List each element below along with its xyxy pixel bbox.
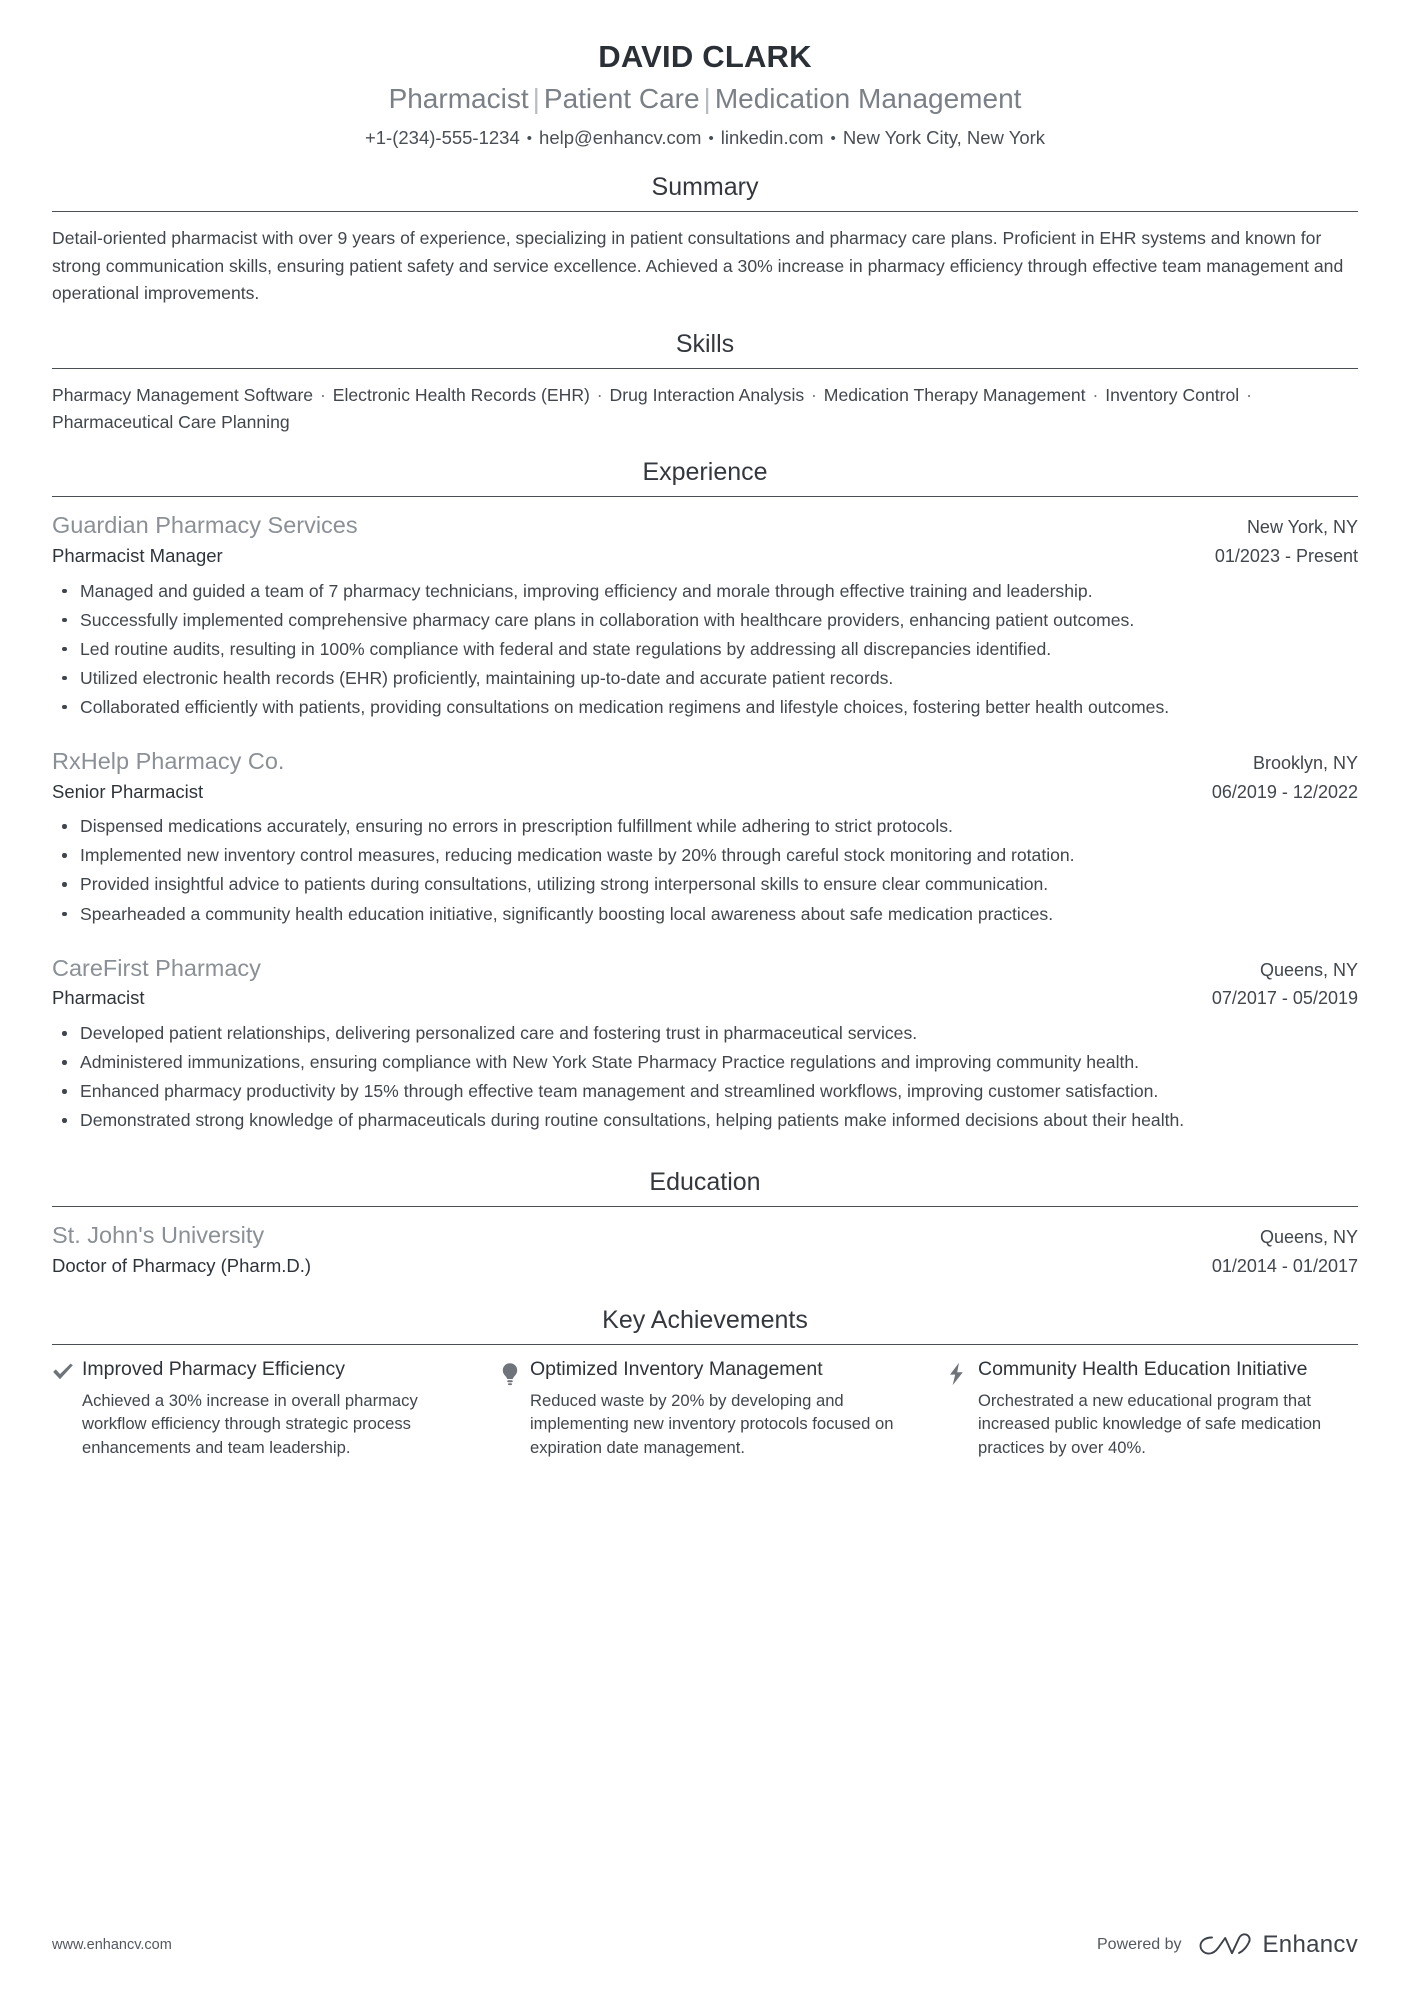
experience-entry	[52, 510, 1358, 720]
experience-entry-subheader	[52, 543, 1358, 569]
achievement-item	[52, 1358, 500, 1459]
skill-item: Pharmacy Management Software	[52, 385, 314, 406]
candidate-name: DAVID CLARK	[598, 39, 812, 74]
page-footer	[52, 1931, 1358, 1959]
headline-separator-icon: |	[703, 83, 711, 115]
experience-bullet: Administered immunizations, ensuring compliance with New York State Pharmacy Practice regulations and improving community health.	[78, 1049, 1358, 1075]
section-skills	[52, 329, 1358, 435]
section-divider	[52, 496, 1358, 497]
contact-phone: +1-(234)-555-1234	[364, 126, 520, 148]
section-title-skills: Skills	[675, 330, 735, 359]
section-title-summary: Summary	[651, 173, 759, 202]
check-icon	[52, 1358, 82, 1382]
experience-entry	[52, 953, 1358, 1134]
experience-dates: 07/2017 - 05/2019	[1211, 988, 1358, 1009]
achievement-body	[82, 1358, 462, 1459]
experience-organization: Guardian Pharmacy Services	[52, 512, 358, 539]
skill-item: Pharmaceutical Care Planning	[52, 411, 290, 432]
footer-branding	[1097, 1931, 1358, 1959]
footer-website-url[interactable]: www.enhancv.com	[52, 1937, 172, 1953]
achievement-description: Orchestrated a new educational program that increased public knowledge of safe medication practices by over 40%.	[978, 1390, 1322, 1457]
experience-entry-subheader	[52, 985, 1358, 1011]
contact-line	[52, 125, 1358, 151]
footer-brand-name: Enhancv	[1262, 1931, 1358, 1958]
skill-item: Medication Therapy Management	[823, 385, 1086, 406]
headline-part-3: Medication Management	[714, 83, 1022, 115]
skills-list	[52, 382, 1358, 435]
experience-location: New York, NY	[1246, 517, 1358, 538]
lightning-bolt-icon	[948, 1358, 978, 1386]
experience-bullet: Provided insightful advice to patients during consultations, utilizing strong interpersonal skills to ensure clear communication.	[78, 871, 1358, 897]
experience-bullet-list	[52, 813, 1358, 926]
contact-linkedin[interactable]: linkedin.com	[720, 126, 824, 148]
enhancv-mark-icon	[1198, 1931, 1252, 1959]
section-title-education: Education	[649, 1168, 761, 1197]
achievement-item	[500, 1358, 948, 1459]
experience-bullet-list	[52, 1020, 1358, 1133]
experience-entry-header	[52, 510, 1358, 542]
experience-bullet: Utilized electronic health records (EHR) proficiently, maintaining up-to-date and accurate patient records.	[78, 665, 1358, 691]
experience-location: Brooklyn, NY	[1252, 752, 1358, 773]
achievement-item	[948, 1358, 1358, 1459]
experience-job-title: Senior Pharmacist	[52, 780, 204, 802]
education-location: Queens, NY	[1259, 1227, 1358, 1248]
experience-bullet: Developed patient relationships, delivering personalized care and fostering trust in pharmaceutical services.	[78, 1020, 1358, 1046]
education-institution: St. John's University	[52, 1222, 265, 1249]
section-summary	[52, 172, 1358, 307]
section-experience	[52, 457, 1358, 1133]
enhancv-logo	[1198, 1931, 1359, 1959]
achievements-grid	[52, 1358, 1358, 1459]
contact-separator-icon: •	[830, 130, 836, 148]
section-title-achievements: Key Achievements	[602, 1305, 808, 1334]
achievement-description: Reduced waste by 20% by developing and implementing new inventory protocols focused on expiration date management.	[530, 1390, 894, 1457]
skill-item: Drug Interaction Analysis	[609, 385, 805, 406]
education-dates: 01/2014 - 01/2017	[1211, 1256, 1358, 1276]
education-entry-header	[52, 1220, 1358, 1252]
section-achievements	[52, 1305, 1358, 1459]
footer-powered-by-label: Powered by	[1097, 1936, 1182, 1953]
education-entry-subheader	[52, 1253, 1358, 1279]
experience-entry-header	[52, 746, 1358, 778]
experience-dates: 06/2019 - 12/2022	[1211, 781, 1358, 802]
skill-item: Electronic Health Records (EHR)	[332, 385, 590, 406]
achievement-title: Community Health Education Initiative	[978, 1357, 1308, 1380]
experience-organization: CareFirst Pharmacy	[52, 954, 261, 981]
summary-text: Detail-oriented pharmacist with over 9 years of experience, specializing in patient consultations and pharmacy care plans. Proficient in EHR systems and known for strong communication skills, ensuring patient safety and service excellence. Achieved a 30% increase in pharmacy efficiency through effective team management and operational improvements.	[52, 228, 1344, 303]
contact-location: New York City, New York	[842, 126, 1046, 148]
experience-bullet: Enhanced pharmacy productivity by 15% through effective team management and streamlined workflows, improving customer satisfaction.	[78, 1078, 1358, 1104]
experience-dates: 01/2023 - Present	[1214, 545, 1358, 566]
resume-header	[52, 30, 1358, 150]
achievement-title: Improved Pharmacy Efficiency	[82, 1357, 345, 1380]
section-divider	[52, 1344, 1358, 1345]
experience-bullet: Successfully implemented comprehensive pharmacy care plans in collaboration with healthcare providers, enhancing patient outcomes.	[78, 607, 1358, 633]
headline-separator-icon: |	[532, 83, 540, 115]
achievement-title: Optimized Inventory Management	[530, 1357, 823, 1380]
section-education	[52, 1167, 1358, 1279]
experience-entry-list	[52, 510, 1358, 1133]
headline-part-1: Pharmacist	[388, 83, 529, 115]
experience-entry-header	[52, 953, 1358, 985]
headline-part-2: Patient Care	[543, 83, 700, 115]
experience-bullet-list	[52, 578, 1358, 720]
contact-separator-icon: •	[526, 130, 533, 148]
experience-bullet: Demonstrated strong knowledge of pharmaceuticals during routine consultations, helping patients make informed decisions about their health.	[78, 1107, 1358, 1133]
experience-entry-subheader	[52, 779, 1358, 805]
skill-item: Inventory Control	[1105, 385, 1240, 406]
section-divider	[52, 1206, 1358, 1207]
section-divider	[52, 368, 1358, 369]
section-divider	[52, 211, 1358, 212]
experience-job-title: Pharmacist Manager	[52, 544, 223, 566]
experience-location: Queens, NY	[1259, 959, 1358, 980]
experience-bullet: Collaborated efficiently with patients, providing consultations on medication regimens and lifestyle choices, fostering better health outcomes.	[78, 694, 1358, 720]
education-degree: Doctor of Pharmacy (Pharm.D.)	[52, 1255, 312, 1276]
achievement-body	[530, 1358, 910, 1459]
education-entry	[52, 1220, 1358, 1279]
skill-separator-icon: ·	[591, 385, 608, 406]
experience-entry	[52, 746, 1358, 927]
lightbulb-icon	[500, 1358, 530, 1386]
experience-bullet: Spearheaded a community health education initiative, significantly boosting local awareness about safe medication practices.	[78, 901, 1358, 927]
skill-separator-icon: ·	[1241, 385, 1252, 406]
achievement-body	[978, 1358, 1358, 1459]
experience-job-title: Pharmacist	[52, 987, 145, 1009]
candidate-headline	[52, 81, 1358, 117]
section-title-experience: Experience	[642, 458, 768, 487]
skill-separator-icon: ·	[315, 385, 331, 406]
experience-bullet: Implemented new inventory control measures, reducing medication waste by 20% through careful stock monitoring and rotation.	[78, 842, 1358, 868]
experience-bullet: Managed and guided a team of 7 pharmacy technicians, improving efficiency and morale through effective training and leadership.	[78, 578, 1358, 604]
experience-bullet: Dispensed medications accurately, ensuring no errors in prescription fulfillment while adhering to strict protocols.	[78, 813, 1358, 839]
education-entry-list	[52, 1220, 1358, 1279]
contact-separator-icon: •	[708, 130, 714, 148]
experience-bullet: Led routine audits, resulting in 100% compliance with federal and state regulations by addressing all discrepancies identified.	[78, 636, 1358, 662]
experience-organization: RxHelp Pharmacy Co.	[52, 747, 285, 774]
achievement-description: Achieved a 30% increase in overall pharmacy workflow efficiency through strategic process enhancements and team leadership.	[82, 1390, 418, 1457]
skill-separator-icon: ·	[806, 385, 822, 406]
skill-separator-icon: ·	[1087, 385, 1104, 406]
contact-email[interactable]: help@enhancv.com	[539, 126, 702, 148]
